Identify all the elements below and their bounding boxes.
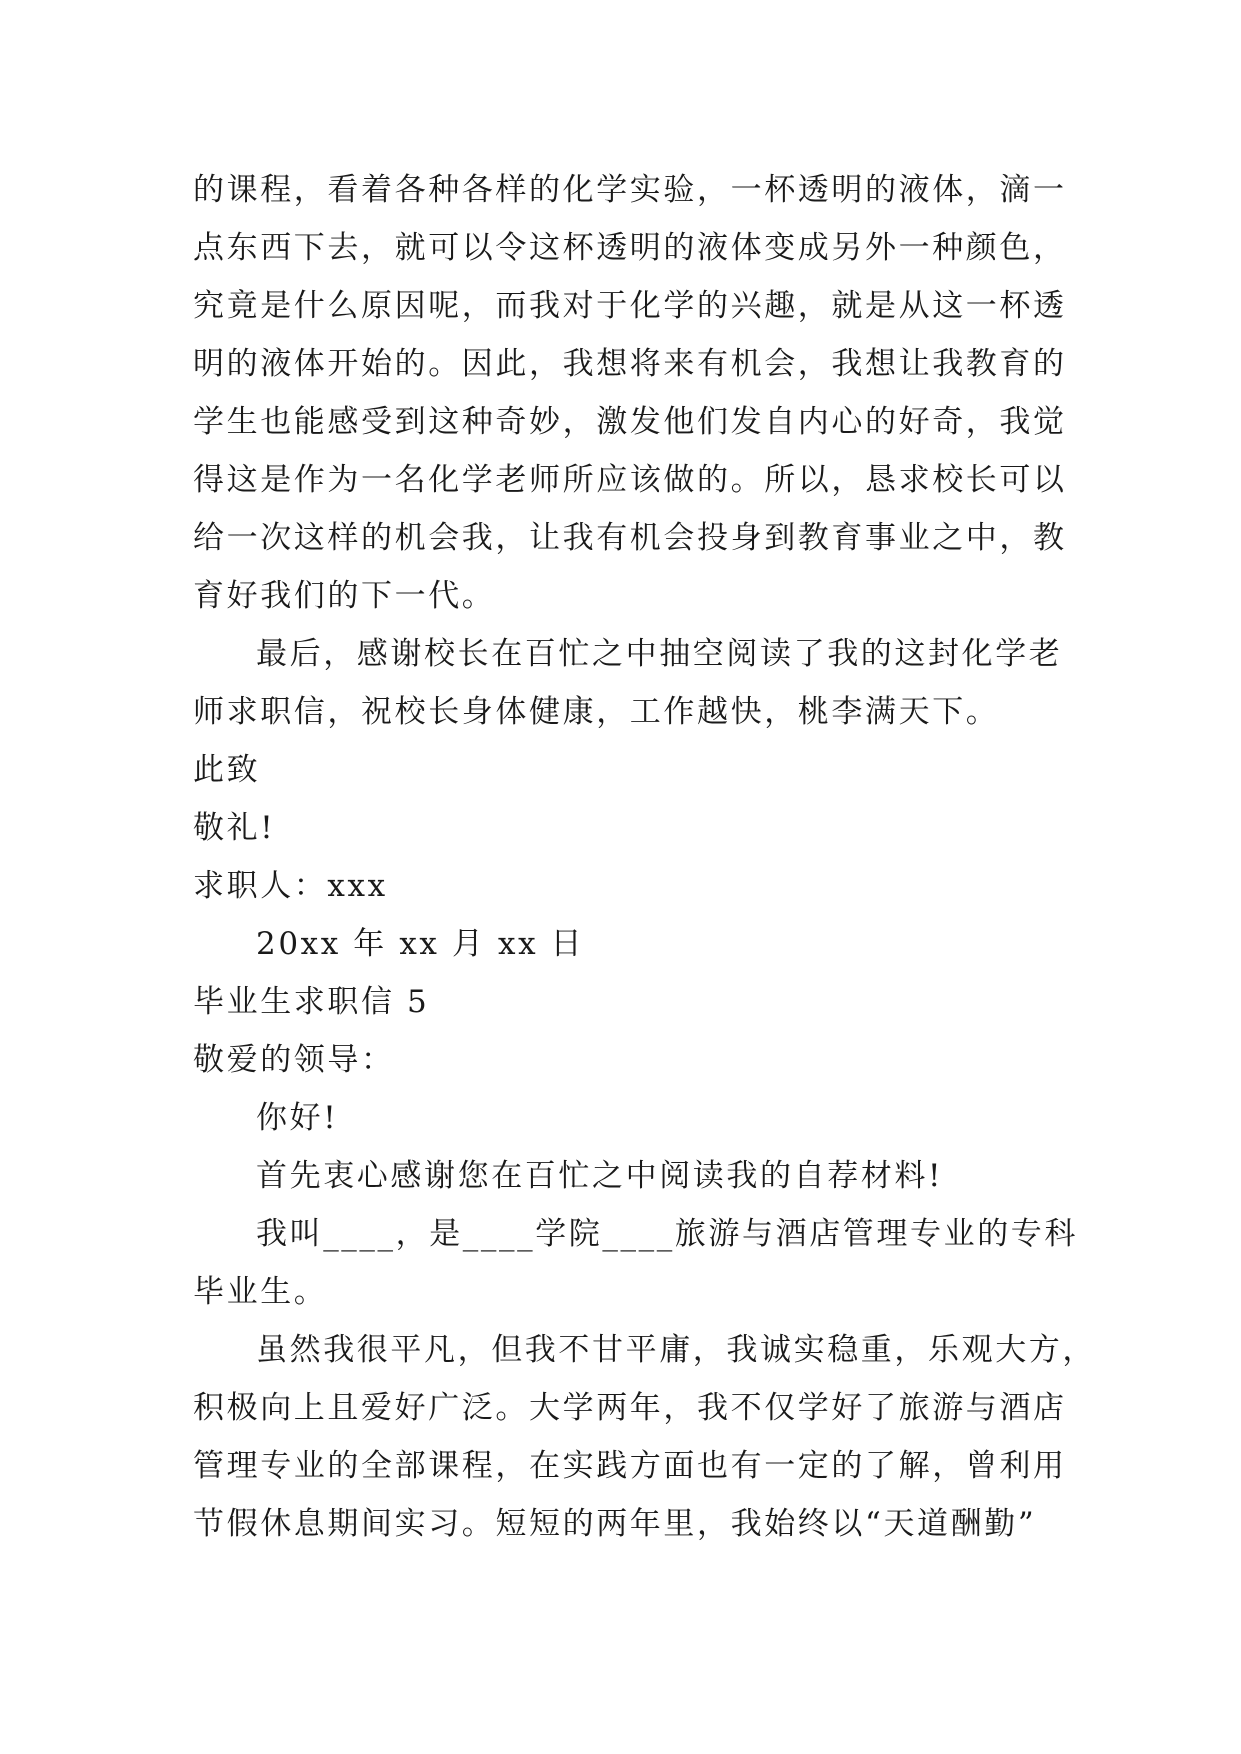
body-text-line: 管理专业的全部课程，在实践方面也有一定的了解，曾利用 <box>193 1448 1067 1484</box>
body-text-line: 师求职信，祝校长身体健康，工作越快，桃李满天下。 <box>193 694 1000 730</box>
body-text-line: 学生也能感受到这种奇妙，激发他们发自内心的好奇，我觉 <box>193 404 1067 440</box>
body-text-line: 给一次这样的机会我，让我有机会投身到教育事业之中，教 <box>193 520 1067 556</box>
applicant-signature: 求职人：xxx <box>193 868 388 904</box>
section-heading: 毕业生求职信 5 <box>193 984 430 1020</box>
body-text-line: 积极向上且爱好广泛。大学两年，我不仅学好了旅游与酒店 <box>193 1390 1067 1426</box>
closing-salutation: 此致 <box>193 752 261 788</box>
body-text-line: 究竟是什么原因呢，而我对于化学的兴趣，就是从这一杯透 <box>193 288 1067 324</box>
body-text-line: 点东西下去，就可以令这杯透明的液体变成另外一种颜色， <box>193 230 1067 266</box>
letter-greeting: 敬爱的领导： <box>193 1042 395 1078</box>
body-text-line: 首先衷心感谢您在百忙之中阅读我的自荐材料! <box>256 1158 944 1194</box>
body-text-line: 最后，感谢校长在百忙之中抽空阅读了我的这封化学老 <box>256 636 1063 672</box>
body-text-line: 你好! <box>256 1100 339 1136</box>
letter-date: 20xx 年 xx 月 xx 日 <box>256 926 585 962</box>
body-text-line: 我叫____，是____学院____旅游与酒店管理专业的专科 <box>256 1216 1078 1252</box>
body-text-line: 的课程，看着各种各样的化学实验，一杯透明的液体，滴一 <box>193 172 1067 208</box>
body-text-line: 育好我们的下一代。 <box>193 578 496 614</box>
body-text-line: 虽然我很平凡，但我不甘平庸，我诚实稳重，乐观大方， <box>256 1332 1096 1368</box>
body-text-line: 节假休息期间实习。短短的两年里，我始终以“天道酬勤” <box>193 1506 1037 1542</box>
closing-regards: 敬礼! <box>193 810 276 846</box>
body-text-line: 得这是作为一名化学老师所应该做的。所以，恳求校长可以 <box>193 462 1067 498</box>
body-text-line: 毕业生。 <box>193 1274 328 1310</box>
body-text-line: 明的液体开始的。因此，我想将来有机会，我想让我教育的 <box>193 346 1067 382</box>
